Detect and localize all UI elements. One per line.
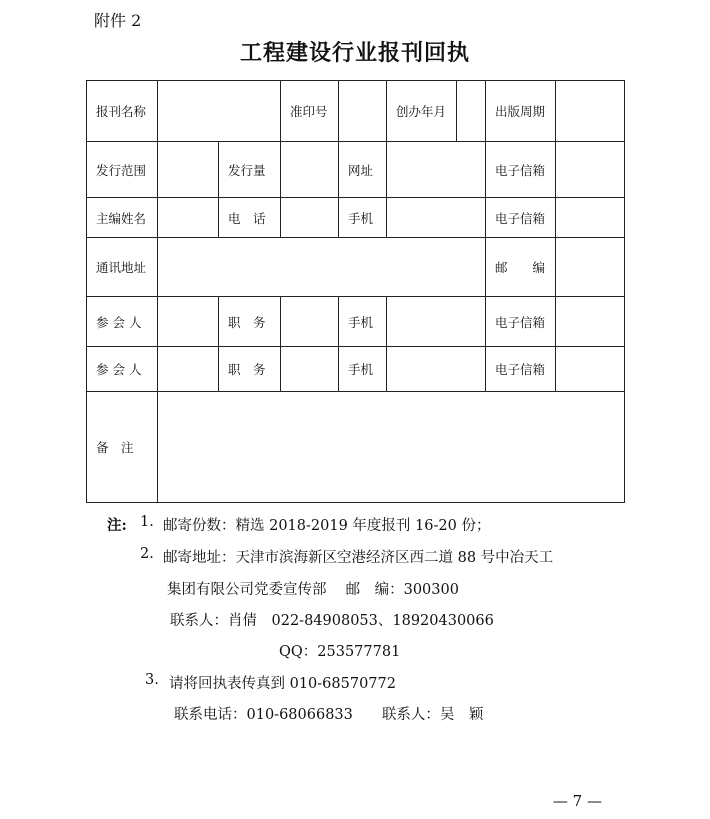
form-row-attendee-2 — [87, 347, 625, 392]
label-editor-name: 主编姓名 — [87, 198, 158, 238]
note-2-qq-line: QQ：253577781 — [279, 644, 401, 660]
label-mobile: 手机 — [339, 297, 387, 347]
registration-form-table — [86, 80, 625, 503]
field-publication-cycle[interactable] — [556, 81, 625, 142]
label-position: 职 务 — [219, 347, 281, 392]
label-email: 电子信箱 — [486, 142, 556, 198]
label-telephone: 电 话 — [219, 198, 281, 238]
form-row-address — [87, 238, 625, 297]
field-attendee[interactable] — [158, 297, 219, 347]
field-email[interactable] — [556, 347, 625, 392]
page-number-text: — 7 — — [552, 792, 602, 810]
label-email: 电子信箱 — [486, 297, 556, 347]
note-2-company-line: 集团有限公司党委宣传部 邮 编：300300 — [167, 582, 459, 598]
label-position: 职 务 — [219, 297, 281, 347]
note-3-fax-line: 请将回执表传真到 010-68570772 — [169, 676, 396, 692]
note-1-text: 邮寄份数：精选 2018-2019 年度报刊 16-20 份； — [163, 518, 491, 534]
note-1-number: 1. — [140, 514, 154, 530]
field-email[interactable] — [556, 198, 625, 238]
field-circulation[interactable] — [281, 142, 339, 198]
note-2-contact-line: 联系人：肖倩 022-84908053、18920430066 — [170, 613, 494, 629]
field-email[interactable] — [556, 297, 625, 347]
note-3-number: 3. — [145, 672, 159, 688]
field-attendee[interactable] — [158, 347, 219, 392]
form-row-distribution — [87, 142, 625, 198]
label-permit-number: 准印号 — [281, 81, 339, 142]
label-website: 网址 — [339, 142, 387, 198]
label-publication-cycle: 出版周期 — [486, 81, 556, 142]
field-postcode[interactable] — [556, 238, 625, 297]
field-mobile[interactable] — [387, 347, 486, 392]
attachment-label: 附件 2 — [94, 11, 142, 30]
field-mobile[interactable] — [387, 198, 486, 238]
field-mobile[interactable] — [387, 297, 486, 347]
form-row-remarks — [87, 392, 625, 503]
field-website[interactable] — [387, 142, 486, 198]
label-attendee: 参 会 人 — [87, 297, 158, 347]
label-postcode: 邮 编 — [486, 238, 556, 297]
label-email: 电子信箱 — [486, 198, 556, 238]
field-position[interactable] — [281, 297, 339, 347]
note-2-address-line: 邮寄地址：天津市滨海新区空港经济区西二道 88 号中冶天工 — [163, 550, 554, 566]
page-number — [0, 792, 710, 810]
label-founding-date: 创办年月 — [387, 81, 457, 142]
field-permit-number[interactable] — [339, 81, 387, 142]
label-attendee: 参 会 人 — [87, 347, 158, 392]
label-mailing-address: 通讯地址 — [87, 238, 158, 297]
label-email: 电子信箱 — [486, 347, 556, 392]
notes-heading: 注: — [107, 517, 127, 534]
note-3-contact-line: 联系电话：010-68066833 联系人：吴 颖 — [174, 707, 484, 723]
field-telephone[interactable] — [281, 198, 339, 238]
label-distribution-scope: 发行范围 — [87, 142, 158, 198]
field-mailing-address[interactable] — [158, 238, 486, 297]
field-editor-name[interactable] — [158, 198, 219, 238]
field-position[interactable] — [281, 347, 339, 392]
label-mobile: 手机 — [339, 347, 387, 392]
label-publication-name: 报刊名称 — [87, 81, 158, 142]
field-founding-date[interactable] — [457, 81, 486, 142]
form-row-publication — [87, 81, 625, 142]
form-row-editor — [87, 198, 625, 238]
page-title: 工程建设行业报刊回执 — [239, 40, 470, 66]
field-distribution-scope[interactable] — [158, 142, 219, 198]
label-remarks: 备 注 — [87, 392, 158, 503]
field-publication-name[interactable] — [158, 81, 281, 142]
label-circulation: 发行量 — [219, 142, 281, 198]
form-row-attendee-1 — [87, 297, 625, 347]
field-email[interactable] — [556, 142, 625, 198]
note-2-number: 2. — [140, 546, 154, 562]
field-remarks[interactable] — [158, 392, 625, 503]
label-mobile: 手机 — [339, 198, 387, 238]
